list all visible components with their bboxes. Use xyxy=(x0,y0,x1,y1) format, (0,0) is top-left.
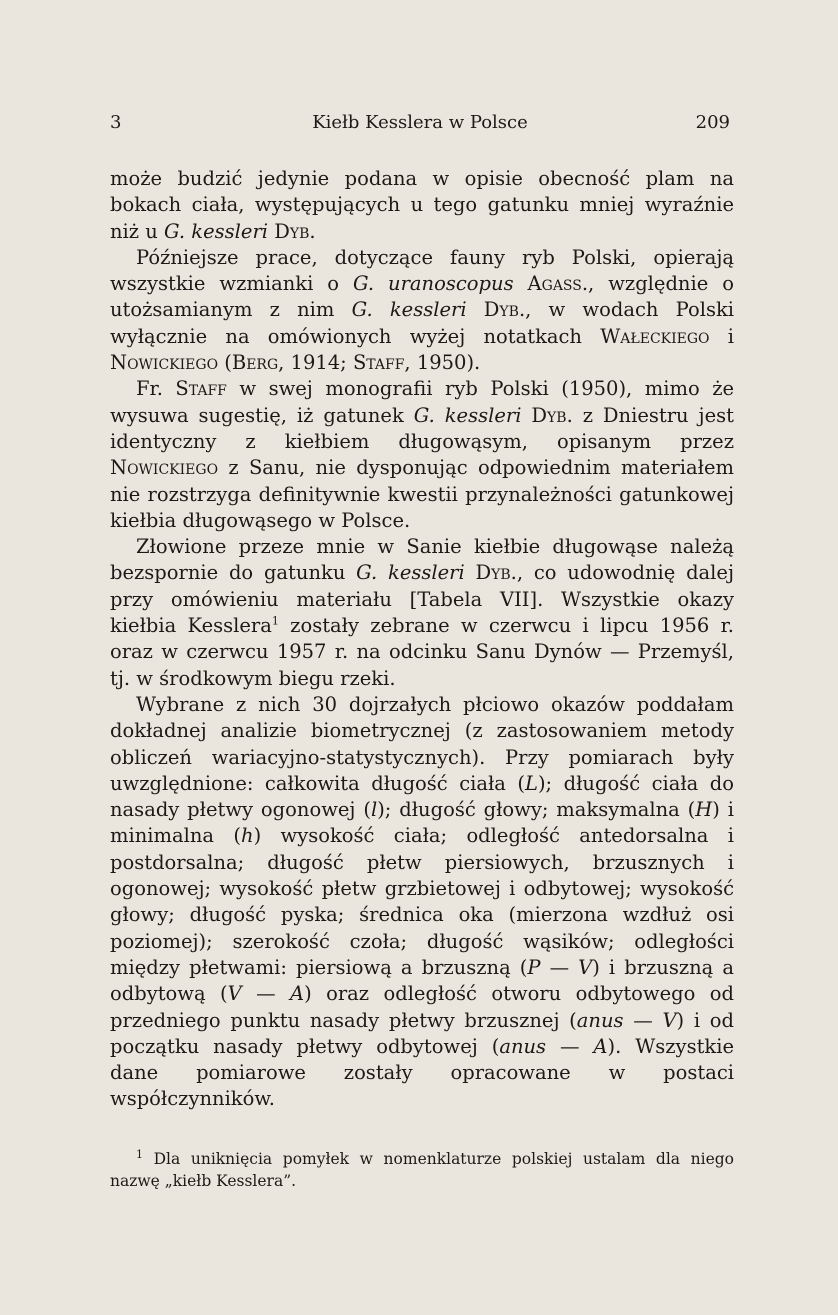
section-number: 3 xyxy=(110,112,122,133)
paragraph-2: Późniejsze prace, dotyczące fauny ryb Polski, opierają wszystkie wzmianki o G. uranoscopus Agass., względnie o utożsamianym z nim G. kessleri Dyb., w wodach Polski wyłącznie na omówionych wyżej notatkach Wałeckiego i Nowickiego (Berg, 1914; Staff, 1950). xyxy=(110,245,734,375)
paragraph-3: Fr. Staff w swej monografii ryb Polski (1950), mimo że wysuwa sugestię, iż gatunek G. kessleri Dyb. z Dniestru jest identyczny z kiełbiem długowąsym, opisanym przez Nowickiego z Sanu, nie dysponując odpowiednim materiałem nie rozstrzyga definitywnie kwestii przynależności gatunkowej kiełbia długowąsego w Polsce. xyxy=(110,377,735,532)
paragraph-5: Wybrane z nich 30 dojrzałych płciowo okazów poddałam dokładnej analizie biometrycznej (z zastosowaniem metody obliczeń wariacyjno-statystycznych). Przy pomiarach były uwzględnione: całkowita długość ciała (L); długość ciała do nasady płetwy ogonowej (l); długość głowy; maksymalna (H) i minimalna (h) wysokość ciała; odległość antedorsalna i postdorsalna; długość płetw piersiowych, brzusznych i ogonowej; wysokość płetw grzbietowej i odbytowej; wysokość głowy; długość pyska; średnica oka (mierzona wzdłuż osi poziomej); szerokość czoła; długość wąsików; odległości między płetwami: piersiową a brzuszną (P — V) i brzuszną a odbytową (V — A) oraz odległość otworu odbytowego od przedniego punktu nasady płetwy brzusznej (anus — V) i od początku nasady płetwy odbytowej (anus — A). Wszystkie dane pomiarowe zostały opracowane w postaci współczynników. xyxy=(110,692,735,1111)
page-number: 209 xyxy=(695,112,730,133)
paragraph-1: może budzić jedynie podana w opisie obecność plam na bokach ciała, występujących u tego gatunku mniej wyraźnie niż u G. kessleri Dyb. xyxy=(110,167,734,243)
footnote-number: 1 xyxy=(136,1147,143,1161)
running-header xyxy=(110,112,730,142)
footnote-mark: 1 xyxy=(271,614,279,628)
footnote xyxy=(110,1148,734,1192)
running-title: Kiełb Kesslera w Polsce xyxy=(312,112,528,133)
body-text xyxy=(110,166,734,1113)
footnote-text: Dla uniknięcia pomyłek w nomenklaturze polskiej ustalam dla niego nazwę „kiełb Kesslera”. xyxy=(110,1150,734,1190)
paragraph-4: Złowione przeze mnie w Sanie kiełbie długowąse należą bezspornie do gatunku G. kessleri Dyb., co udowodnię dalej przy omówieniu materiału [Tabela VII]. Wszystkie okazy kiełbia Kesslera$^1$ zostały zebrane w czerwcu i lipcu 1956 r. oraz w czerwcu 1957 r. na odcinku Sanu Dynów — Przemyśl, tj. w środkowym biegu rzeki. xyxy=(110,535,735,690)
